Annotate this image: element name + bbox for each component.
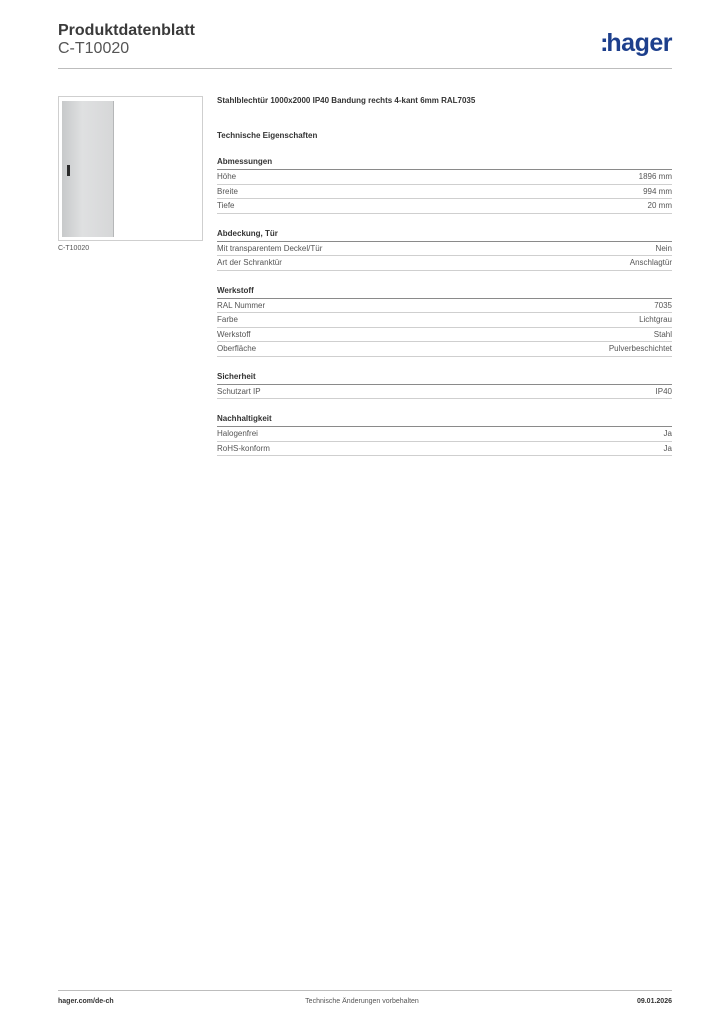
footer-notice: Technische Änderungen vorbehalten bbox=[305, 998, 419, 1005]
property-row bbox=[217, 313, 672, 328]
property-group-title: Sicherheit bbox=[217, 372, 672, 385]
product-code-header: C-T10020 bbox=[58, 40, 130, 57]
hager-logo: :hager bbox=[600, 29, 672, 57]
property-row bbox=[217, 170, 672, 185]
footer-date: 09.01.2026 bbox=[636, 998, 672, 1005]
property-value: Pulverbeschichtet bbox=[608, 344, 672, 353]
product-content bbox=[217, 96, 672, 456]
property-row bbox=[217, 199, 672, 214]
property-value: 1896 mm bbox=[638, 172, 672, 181]
property-value: Anschlagtür bbox=[629, 258, 672, 267]
product-image bbox=[58, 96, 203, 241]
property-label: Mit transparentem Deckel/Tür bbox=[217, 243, 323, 253]
header-divider bbox=[58, 68, 672, 69]
property-group-title: Nachhaltigkeit bbox=[217, 414, 672, 427]
property-value: Nein bbox=[655, 243, 672, 253]
property-row bbox=[217, 256, 672, 271]
footer-divider bbox=[58, 990, 672, 991]
property-value: Lichtgrau bbox=[639, 315, 672, 324]
door-handle bbox=[67, 165, 70, 176]
property-row bbox=[217, 427, 672, 442]
product-title: Stahlblechtür 1000x2000 IP40 Bandung rechts 4-kant 6mm RAL7035 bbox=[217, 96, 476, 105]
property-value: 994 mm bbox=[643, 186, 672, 196]
property-label: Schutzart IP bbox=[217, 386, 261, 396]
property-row bbox=[217, 185, 672, 200]
property-row bbox=[217, 242, 672, 257]
property-label: Werkstoff bbox=[217, 329, 251, 339]
property-group-title: Abdeckung, Tür bbox=[217, 229, 672, 242]
property-value: IP40 bbox=[655, 386, 672, 396]
logo-text: hager bbox=[606, 29, 672, 57]
property-label: Tiefe bbox=[217, 201, 235, 210]
property-label: RoHS-konform bbox=[217, 443, 270, 453]
property-label: Farbe bbox=[217, 315, 238, 324]
property-value: 7035 bbox=[654, 300, 672, 310]
steel-door-illustration bbox=[62, 101, 114, 237]
document-title: Produktdatenblatt bbox=[58, 22, 195, 39]
property-label: RAL Nummer bbox=[217, 300, 266, 310]
property-group-title: Abmessungen bbox=[217, 157, 672, 170]
property-value: Stahl bbox=[653, 329, 672, 339]
footer-website-link[interactable]: hager.com/de-ch bbox=[58, 998, 114, 1005]
product-image-caption: C-T10020 bbox=[58, 245, 90, 252]
property-label: Oberfläche bbox=[217, 344, 257, 353]
property-groups bbox=[217, 157, 672, 456]
property-group-title: Werkstoff bbox=[217, 286, 672, 299]
property-row bbox=[217, 342, 672, 357]
property-row bbox=[217, 299, 672, 314]
property-row bbox=[217, 385, 672, 400]
property-value: 20 mm bbox=[647, 201, 672, 210]
property-row bbox=[217, 328, 672, 343]
property-row bbox=[217, 442, 672, 457]
property-value: Ja bbox=[663, 443, 672, 453]
property-label: Breite bbox=[217, 186, 238, 196]
technical-properties-heading: Technische Eigenschaften bbox=[217, 131, 318, 140]
property-label: Halogenfrei bbox=[217, 429, 258, 438]
property-value: Ja bbox=[663, 429, 672, 438]
property-label: Art der Schranktür bbox=[217, 258, 282, 267]
property-label: Höhe bbox=[217, 172, 237, 181]
